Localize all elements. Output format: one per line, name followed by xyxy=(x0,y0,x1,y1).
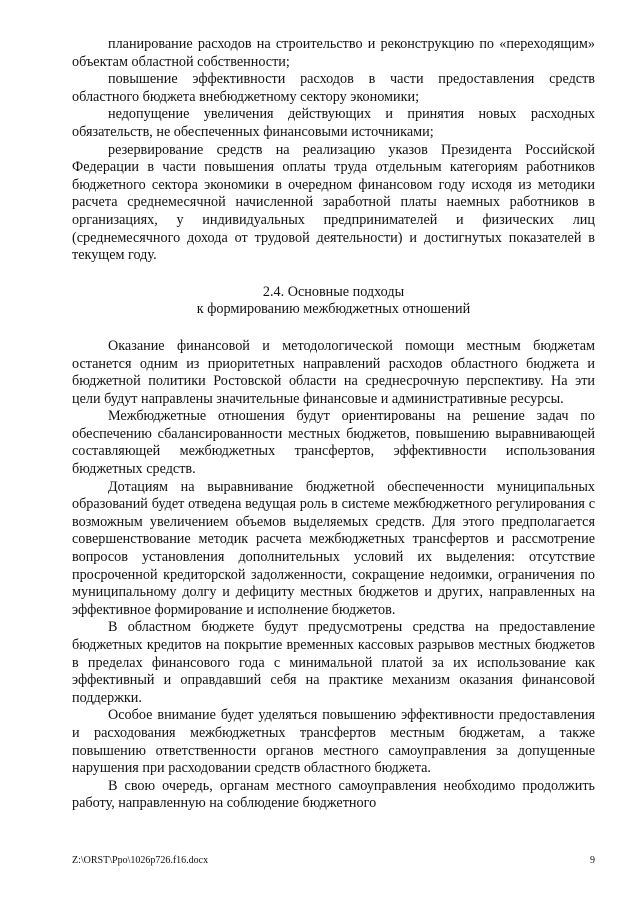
section-heading-line-1: 2.4. Основные подходы xyxy=(262,283,405,300)
paragraph-financial-assistance: Оказание финансовой и методологической помощи местным бюджетам останется одним из приоритетных направлений расходов областного бюджета и бюджетной политики Ростовской области на среднесрочную перспективу. На эти цели будут направлены значительные финансовые и административные ресурсы. xyxy=(72,337,595,407)
paragraph-interbudget-goals: Межбюджетные отношения будут ориентированы на решение задач по обеспечению сбалансированности местных бюджетов, повышению выравнивающей составляющей межбюджетных трансфертов, эффективности использования бюджетных средств. xyxy=(72,408,595,478)
paragraph-reserve-funds: резервирование средств на реализацию указов Президента Российской Федерации в части повышения оплаты труда отдельным категориям работников бюджетного сектора экономики в очередном финансовом году исходя из методики расчета среднемесячной начисленной заработной платы наемных работников в организациях, у индивидуальных предпринимателей и физических лиц (среднемесячного дохода от трудовой деятельности) и достигнутых показателей в текущем году. xyxy=(72,141,595,264)
paragraph-local-government: В свою очередь, органам местного самоуправления необходимо продолжить работу, направленную на соблюдение бюджетного xyxy=(72,777,595,812)
section-heading xyxy=(72,284,595,319)
footer-file-path: Z:\ORST\Ppo\1026p726.f16.docx xyxy=(72,855,209,866)
paragraph-transfer-efficiency: Особое внимание будет уделяться повышению эффективности предоставления и расходования межбюджетных трансфертов местным бюджетам, а также повышению ответственности органов местного самоуправления за допущенные нарушения при расходовании средств областного бюджета. xyxy=(72,707,595,777)
footer-page-number: 9 xyxy=(590,855,595,866)
paragraph-budget-loans: В областном бюджете будут предусмотрены средства на предоставление бюджетных кредитов на покрытие временных кассовых разрывов местных бюджетов в пределах финансового года с минимальной платой за их использование как эффективный и оправдавший себя на практике механизм оказания финансовой поддержки. xyxy=(72,619,595,706)
paragraph-new-obligations: недопущение увеличения действующих и принятия новых расходных обязательств, не обеспеченных финансовыми источниками; xyxy=(72,106,595,140)
paragraph-capital-planning: планирование расходов на строительство и реконструкцию по «переходящим» объектам областной собственности; xyxy=(72,36,595,70)
paragraph-offbudget-efficiency: повышение эффективности расходов в части предоставления средств областного бюджета внебюджетному сектору экономики; xyxy=(72,71,595,105)
paragraph-equalization-grants: Дотациям на выравнивание бюджетной обеспеченности муниципальных образований будет отведена ведущая роль в системе межбюджетного регулирования с возможным увеличением объемов выделяемых средств. Для этого предполагается совершенствование методик расчета межбюджетных трансфертов и рассмотрение вопросов установления дополнительных условий их выделения: отсутствие просроченной кредиторской задолженности, сокращение недоимки, ограничения по муниципальному долгу и дефициту местных бюджетов и других, направленных на эффективное формирование и исполнение бюджетов. xyxy=(72,478,595,618)
document-page xyxy=(72,36,595,813)
section-heading-line-2: к формированию межбюджетных отношений xyxy=(196,301,471,318)
